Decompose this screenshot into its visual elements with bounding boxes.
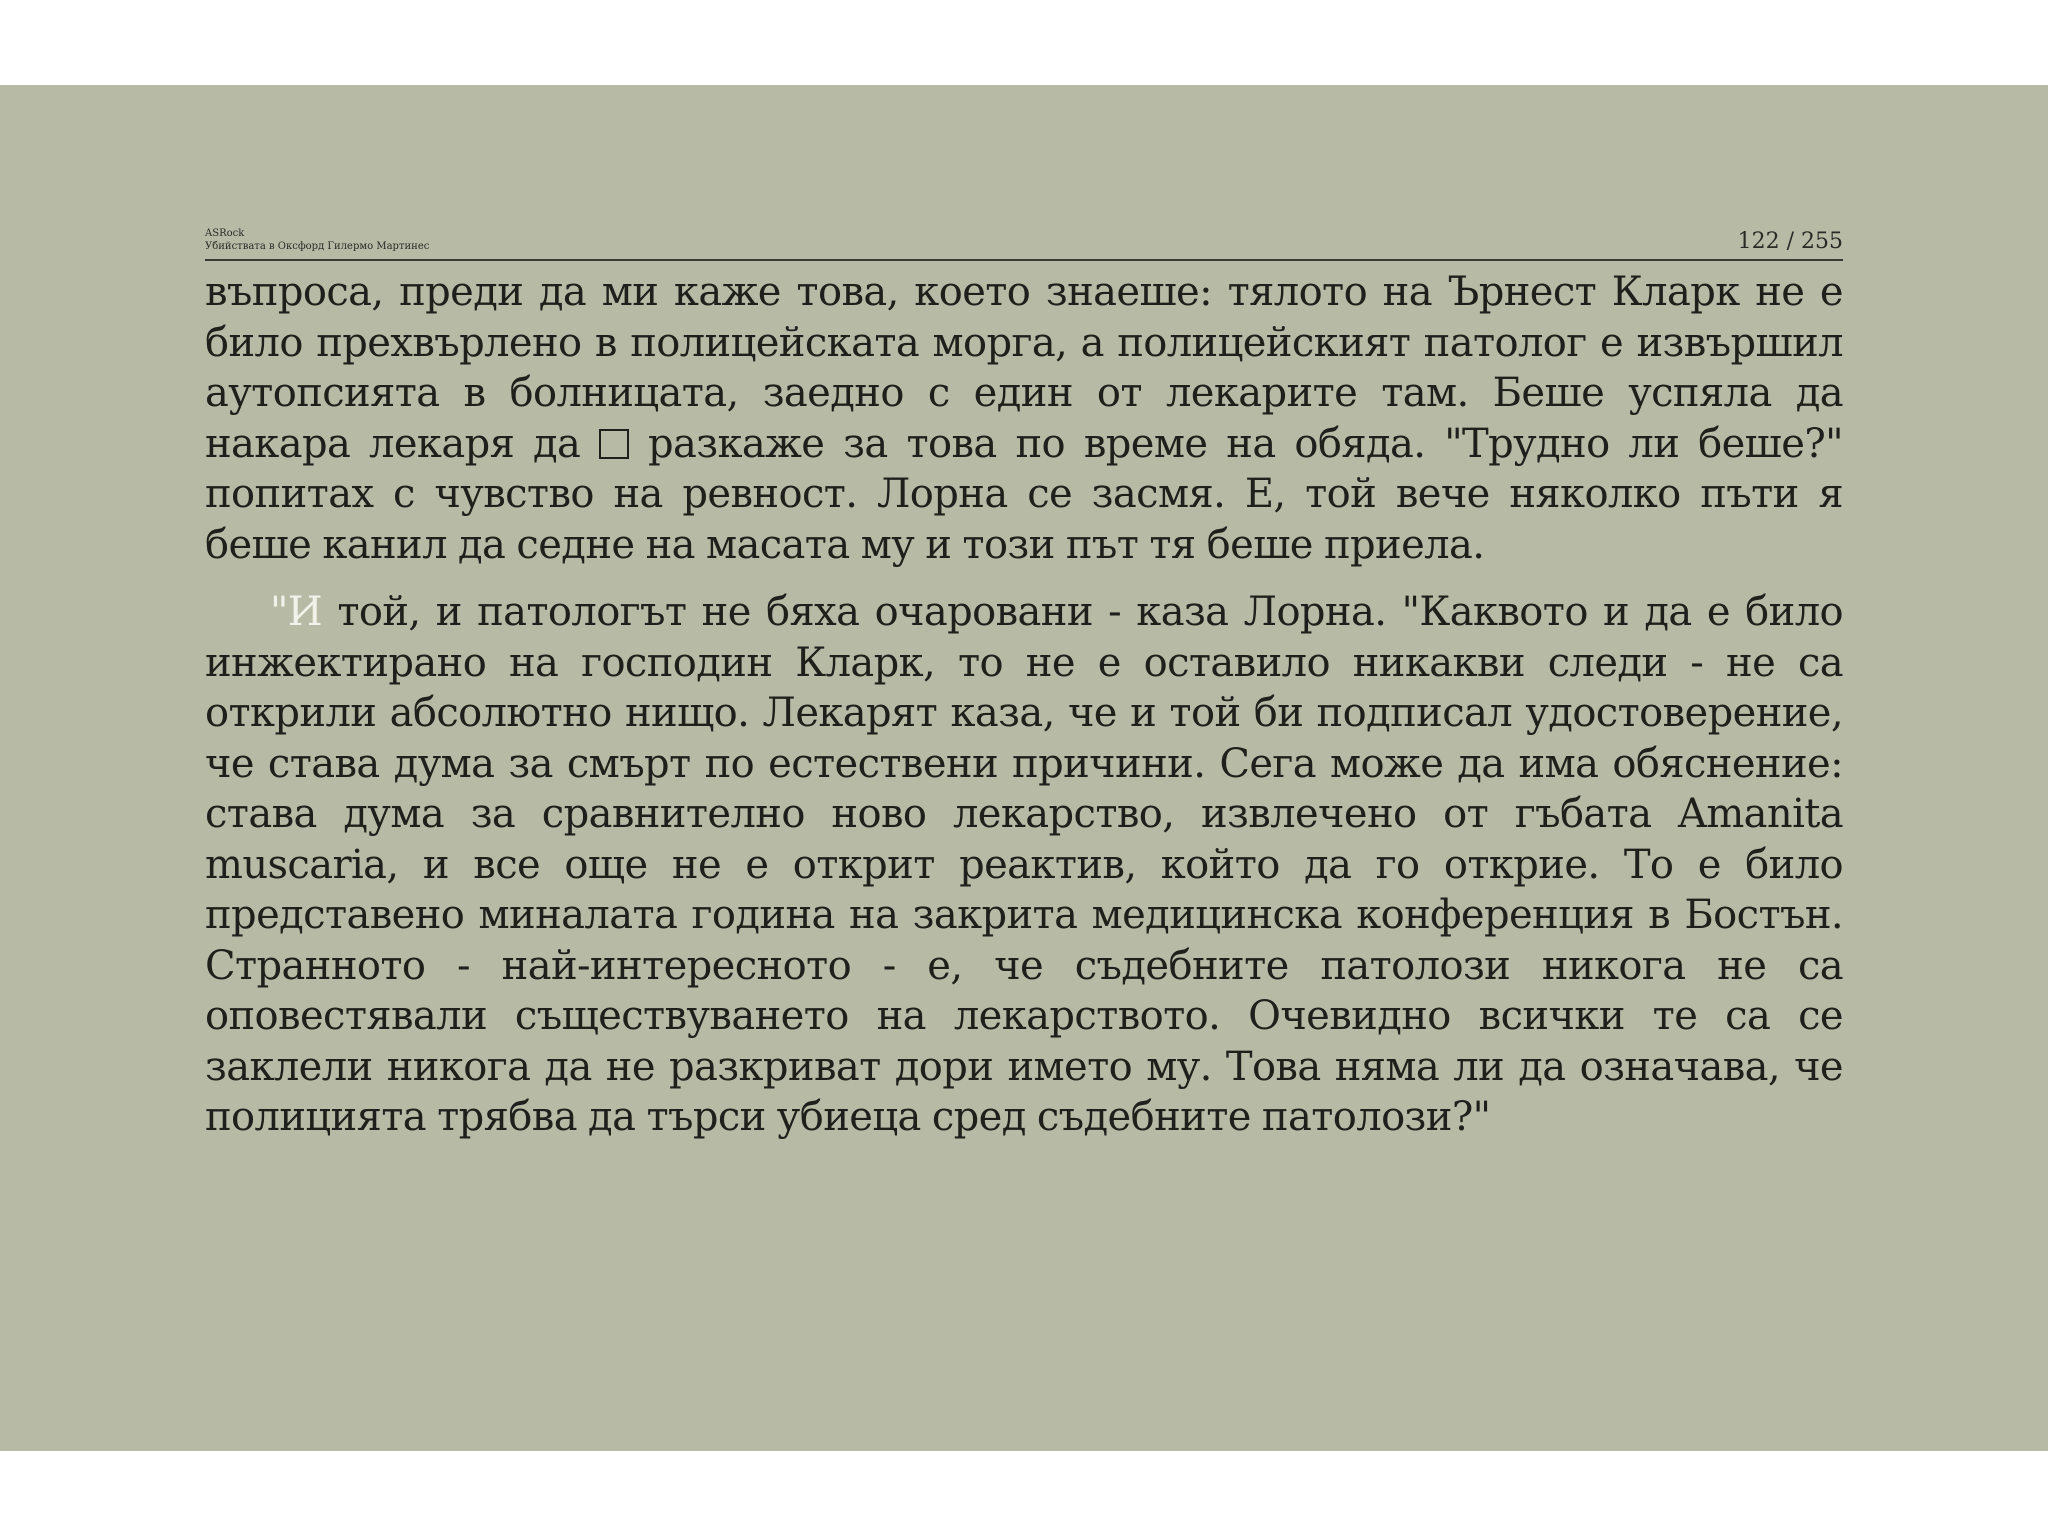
book-page	[205, 225, 1843, 1143]
running-head	[205, 227, 429, 253]
page-header	[205, 225, 1843, 261]
paragraph-text: той, и патологът не бяха очаровани - каза Лорна. "Каквото и да е било инжектирано на господин Кларк, то не е оставило никакви следи - не са открили абсолютно нищо. Лекарят каза, че и той би подписал удостоверение, че става дума за смърт по естествени причини. Сега може да има обяснение: става дума за сравнително ново лекарство, извлечено от гъбата Amanita muscaria, и все още не е открит реактив, който да го открие. То е било представено миналата година на закрита медицинска конференция в Бостън. Странното - най-интересното - е, че съдебните патолози никога не са оповестявали съществуването на лекарството. Очевидно всички те са се заклели никога да не разкриват дори името му. Това няма ли да означава, че полицията трябва да търси убиеца сред съдебните патолози?"	[205, 589, 1843, 1140]
paragraph	[205, 267, 1843, 570]
paragraph-text: въпроса, преди да ми каже това, което знаеше: тялото на Ърнест Кларк не е било прехвърлено в полицейската морга, а полицейският патолог е извършил аутопсията в болницата, заедно с един от лекарите там. Беше успяла да накара лекаря да	[205, 269, 1843, 467]
total-pages: 255	[1801, 229, 1843, 254]
paragraph-text: разкаже за това по време на обяда. "Трудно ли беше?" попитах с чувство на ревност. Лорна се засмя. Е, той вече няколко пъти я беше канил да седне на масата му и този път тя беше приела.	[205, 420, 1843, 568]
reader-view[interactable]	[0, 85, 2048, 1451]
current-page: 122	[1737, 229, 1780, 254]
paragraph	[205, 587, 1843, 1143]
page-text[interactable]	[205, 267, 1843, 1143]
author-label: ASRock	[205, 228, 245, 239]
missing-glyph-icon	[599, 429, 629, 459]
book-title-label: Убийствата в Оксфорд Гилермо Мартинес	[205, 241, 430, 252]
highlighted-text[interactable]: "И	[270, 589, 323, 635]
page-counter	[1738, 229, 1843, 254]
page-separator: /	[1786, 229, 1794, 254]
